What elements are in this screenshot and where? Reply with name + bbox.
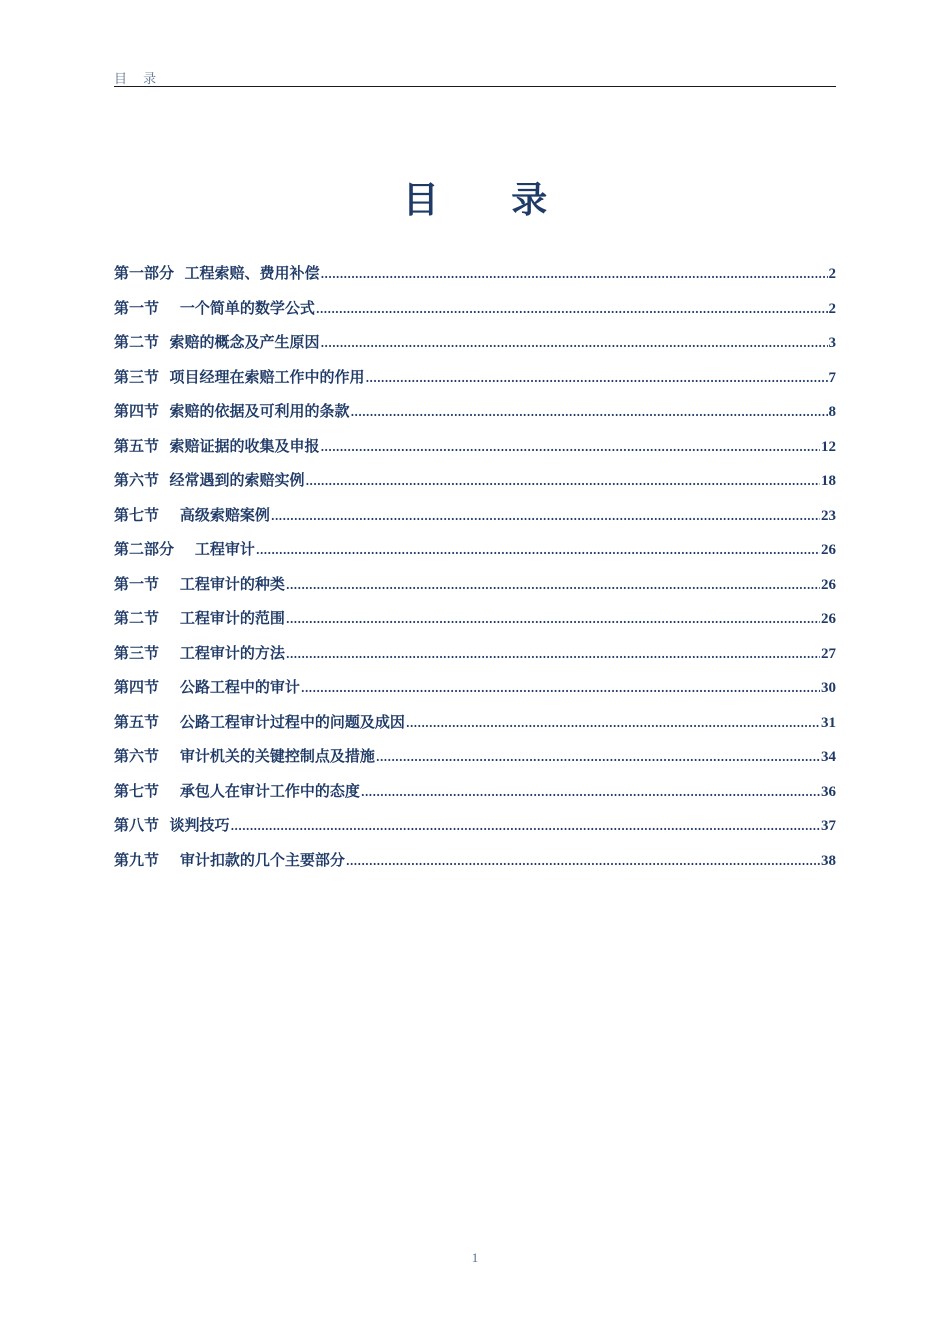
toc-entry-label: 第九节 审计扣款的几个主要部分 xyxy=(114,850,345,869)
toc-entry-label: 第七节 高级索赔案例 xyxy=(114,505,270,524)
toc-entry-page: 36 xyxy=(821,783,836,800)
toc-entry-page: 30 xyxy=(821,680,836,696)
toc-entry-page: 26 xyxy=(821,611,836,627)
toc-dot-leader xyxy=(230,816,820,838)
toc-dot-leader xyxy=(305,471,820,493)
toc-entry[interactable] xyxy=(114,504,836,539)
toc-entry-label: 第三节 工程审计的方法 xyxy=(114,643,285,662)
toc-entry-page: 12 xyxy=(821,438,836,455)
toc-entry[interactable] xyxy=(114,780,836,815)
toc-entry-page: 38 xyxy=(821,852,836,869)
toc-entry-label: 第二节 工程审计的范围 xyxy=(114,609,285,627)
page-header xyxy=(114,66,836,87)
toc-entry-label: 第六节 经常遇到的索赔实例 xyxy=(114,471,305,489)
toc-dot-leader xyxy=(361,782,820,804)
toc-entry-page: 2 xyxy=(828,300,836,317)
toc-entry[interactable] xyxy=(114,262,836,297)
toc-entry[interactable] xyxy=(114,400,836,435)
toc-entry[interactable] xyxy=(114,366,836,401)
toc-dot-leader xyxy=(350,402,827,424)
toc-entry-page: 31 xyxy=(821,714,836,731)
toc-entry-page: 2 xyxy=(828,266,836,282)
table-of-contents xyxy=(114,262,836,883)
page-number: 1 xyxy=(471,1250,479,1265)
toc-dot-leader xyxy=(376,747,820,769)
toc-entry-label: 第七节 承包人在审计工作中的态度 xyxy=(114,781,360,800)
toc-entry-label: 第二节 索赔的概念及产生原因 xyxy=(114,333,320,351)
toc-dot-leader xyxy=(320,264,827,286)
toc-entry-page: 26 xyxy=(821,576,836,593)
toc-entry-page: 8 xyxy=(828,404,836,420)
toc-dot-leader xyxy=(286,644,820,666)
toc-entry-label: 第二部分 工程审计 xyxy=(114,540,255,558)
toc-entry-label: 第一节 一个简单的数学公式 xyxy=(114,298,315,317)
toc-entry-page: 18 xyxy=(821,473,836,489)
toc-entry-label: 第五节 公路工程审计过程中的问题及成因 xyxy=(114,712,405,731)
toc-entry-label: 第三节 项目经理在索赔工作中的作用 xyxy=(114,367,365,386)
toc-entry[interactable] xyxy=(114,538,836,573)
toc-dot-leader xyxy=(316,299,828,321)
toc-entry[interactable] xyxy=(114,331,836,366)
toc-dot-leader xyxy=(320,333,827,355)
toc-entry-page: 3 xyxy=(828,335,836,351)
toc-entry[interactable] xyxy=(114,435,836,470)
toc-entry-label: 第一部分 工程索赔、费用补偿 xyxy=(114,264,320,282)
toc-dot-leader xyxy=(301,678,820,700)
toc-dot-leader xyxy=(271,506,820,528)
toc-entry-label: 第五节 索赔证据的收集及申报 xyxy=(114,436,320,455)
toc-dot-leader xyxy=(286,575,820,597)
toc-entry-label: 第六节 审计机关的关键控制点及措施 xyxy=(114,747,375,765)
toc-entry-page: 26 xyxy=(821,542,836,558)
toc-entry-label: 第八节 谈判技巧 xyxy=(114,816,230,834)
toc-dot-leader xyxy=(256,540,820,562)
toc-dot-leader xyxy=(406,713,820,735)
toc-entry-page: 34 xyxy=(821,749,836,765)
toc-entry[interactable] xyxy=(114,814,836,849)
toc-entry-page: 37 xyxy=(821,818,836,834)
toc-entry-page: 23 xyxy=(821,507,836,524)
header-text: 目 录 xyxy=(114,72,163,87)
toc-entry[interactable] xyxy=(114,676,836,711)
toc-entry[interactable] xyxy=(114,573,836,608)
toc-entry-label: 第一节 工程审计的种类 xyxy=(114,574,285,593)
toc-entry[interactable] xyxy=(114,711,836,746)
toc-entry[interactable] xyxy=(114,642,836,677)
toc-entry-label: 第四节 公路工程中的审计 xyxy=(114,678,300,696)
toc-dot-leader xyxy=(346,851,820,873)
toc-dot-leader xyxy=(320,437,820,459)
page-title: 目 录 xyxy=(402,179,578,221)
toc-dot-leader xyxy=(365,368,827,390)
toc-entry[interactable] xyxy=(114,607,836,642)
toc-entry[interactable] xyxy=(114,469,836,504)
toc-entry[interactable] xyxy=(114,745,836,780)
toc-entry[interactable] xyxy=(114,297,836,332)
toc-dot-leader xyxy=(286,609,820,631)
toc-entry-page: 7 xyxy=(828,369,836,386)
toc-entry[interactable] xyxy=(114,849,836,884)
toc-entry-page: 27 xyxy=(821,645,836,662)
toc-entry-label: 第四节 索赔的依据及可利用的条款 xyxy=(114,402,350,420)
